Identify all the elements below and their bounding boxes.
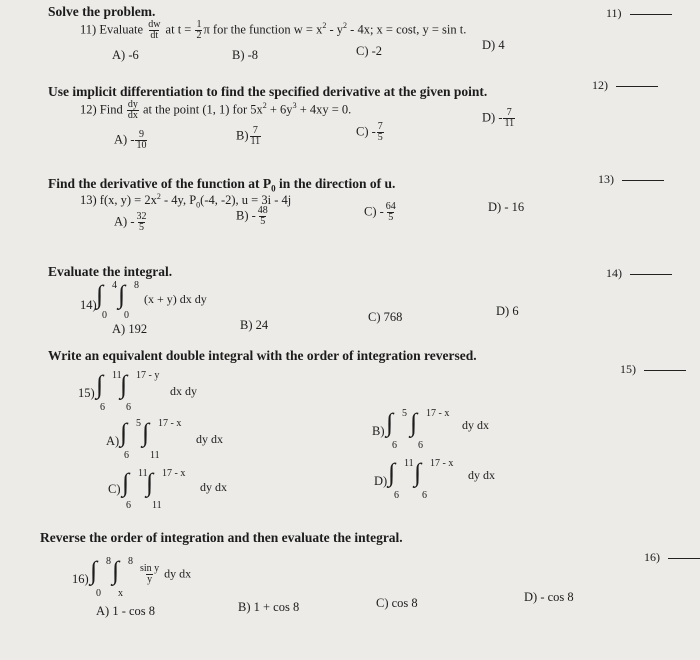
heading-text: Find the derivative of the function at P (48, 176, 272, 191)
heading-text: in the direction of u. (275, 176, 396, 191)
choice-label: A) - (114, 214, 135, 229)
question-text: π for the function w = x (203, 22, 323, 37)
choice-label: B) - (236, 208, 256, 223)
inner-upper-limit: 8 (128, 556, 133, 567)
question-14-number: 14) (80, 298, 97, 312)
question-text: + 4xy = 0. (296, 102, 352, 117)
question-text: Evaluate (99, 22, 144, 37)
choice-a-inner-integral-sign: ∫ (142, 418, 150, 447)
fraction-denominator: 11 (250, 136, 261, 147)
fraction-numerator: 48 (257, 205, 268, 216)
section-heading-solve: Solve the problem. (48, 4, 156, 19)
choice-13-d[interactable]: D) - 16 (488, 200, 525, 214)
answer-line (630, 14, 672, 15)
choice-14-b[interactable]: B) 24 (240, 318, 269, 332)
fraction-numerator: 1 (196, 19, 202, 30)
answer-slot-11[interactable] (606, 6, 672, 21)
fraction-numerator: 7 (506, 107, 512, 118)
choice-c-outer-lower: 6 (126, 500, 131, 511)
integrand (138, 564, 191, 585)
choice-15-a[interactable]: A) (106, 434, 120, 448)
answer-line (616, 86, 658, 87)
exponent: 2 (156, 192, 161, 201)
choice-13-b[interactable] (236, 206, 270, 227)
outer-upper-limit: 8 (106, 556, 111, 567)
answer-number: 15) (620, 362, 636, 376)
fraction-denominator: 5 (260, 216, 266, 227)
exponent: 2 (343, 21, 348, 31)
fraction-numerator: dw (148, 19, 161, 30)
question-text: f(x, y) = 2x (99, 193, 157, 208)
choice-14-a[interactable]: A) 192 (112, 322, 148, 336)
choice-a-outer-lower: 6 (124, 450, 129, 461)
fraction-denominator: dt (150, 30, 159, 41)
inner-upper-limit: 8 (134, 280, 139, 291)
fraction-denominator: 11 (504, 118, 515, 129)
exponent: 2 (322, 21, 327, 31)
choice-15-b[interactable]: B) (372, 424, 385, 438)
choice-b-outer-lower: 6 (392, 440, 397, 451)
choice-12-a[interactable] (114, 130, 148, 151)
question-12 (80, 100, 351, 121)
fraction-denominator: 5 (388, 212, 394, 223)
choice-c-inner-integral-sign: ∫ (146, 468, 154, 497)
fraction-numerator: dy (127, 99, 138, 110)
choice-b-inner-lower: 6 (418, 440, 423, 451)
inner-lower-limit: x (118, 588, 123, 599)
question-11 (80, 20, 466, 41)
answer-line (630, 274, 672, 275)
exponent: 3 (292, 101, 297, 111)
fraction-numerator: 9 (138, 129, 144, 140)
answer-slot-13[interactable] (598, 172, 664, 187)
choice-11-d[interactable]: D) 4 (482, 38, 505, 52)
choice-fraction (385, 202, 397, 223)
answer-line (644, 370, 686, 371)
choice-c-inner-lower: 11 (152, 500, 162, 511)
question-text: (-4, -2), u = 3i - 4j (200, 193, 292, 208)
integrand-differentials: dy dx (164, 566, 192, 581)
choice-16-a[interactable]: A) 1 - cos 8 (96, 604, 156, 618)
choice-label: C) - (356, 124, 376, 139)
section-heading-equivalent: Write an equivalent double integral with the order of integration reversed. (48, 348, 477, 363)
derivative-fraction (147, 20, 161, 41)
section-heading-reverse: Reverse the order of integration and then evaluate the integral. (40, 530, 403, 545)
fraction-denominator: 10 (136, 140, 147, 151)
question-text: at t = (165, 22, 192, 37)
inner-integral-sign: ∫ (112, 556, 120, 585)
section-heading-evaluate: Evaluate the integral. (48, 264, 173, 279)
answer-number: 16) (644, 550, 660, 564)
answer-slot-12[interactable] (592, 78, 658, 93)
choice-16-b[interactable]: B) 1 + cos 8 (238, 600, 300, 614)
choice-fraction (135, 212, 147, 233)
choice-15-d[interactable]: D) (374, 474, 388, 488)
fraction-denominator: 5 (377, 132, 383, 143)
choice-d-inner-lower: 6 (422, 490, 427, 501)
outer-integral-sign: ∫ (96, 370, 104, 399)
choice-d-inner-integral-sign: ∫ (414, 458, 422, 487)
integrand-fraction (139, 564, 160, 585)
choice-fraction (135, 130, 147, 151)
outer-lower-limit: 0 (96, 588, 101, 599)
choice-16-d[interactable]: D) - cos 8 (524, 590, 574, 604)
answer-slot-14[interactable] (606, 266, 672, 281)
question-16-number: 16) (72, 572, 89, 586)
subscript: 0 (196, 200, 201, 210)
answer-line (668, 558, 700, 559)
derivative-fraction (127, 100, 139, 121)
choice-12-c[interactable] (356, 122, 385, 143)
section-heading-implicit: Use implicit differentiation to find the specified derivative at the given point. (48, 84, 488, 99)
choice-c-outer-upper: 11 (138, 468, 148, 479)
outer-integral-sign: ∫ (96, 280, 104, 309)
outer-lower-limit: 6 (100, 402, 105, 413)
choice-12-b[interactable] (236, 126, 262, 147)
choice-b-inner-integral-sign: ∫ (410, 408, 418, 437)
choice-c-outer-integral-sign: ∫ (122, 468, 130, 497)
choice-14-d[interactable]: D) 6 (496, 304, 519, 318)
choice-d-outer-upper: 11 (404, 458, 414, 469)
fraction-denominator: y (147, 574, 153, 585)
question-text: at the point (1, 1) for 5x (142, 102, 263, 117)
choice-label: D) - (482, 110, 503, 125)
choice-a-inner-upper: 17 - x (158, 418, 182, 429)
choice-b-differentials: dy dx (462, 418, 489, 432)
inner-lower-limit: 6 (126, 402, 131, 413)
inner-upper-limit: 17 - y (136, 370, 160, 381)
fraction-denominator: dx (127, 110, 138, 121)
integrand: (x + y) dx dy (144, 292, 207, 306)
choice-14-c[interactable]: C) 768 (368, 310, 403, 324)
answer-number: 11) (606, 6, 622, 20)
inner-lower-limit: 0 (124, 310, 129, 321)
answer-slot-16[interactable] (644, 550, 700, 565)
outer-integral-sign: ∫ (90, 556, 98, 585)
inner-integral-sign: ∫ (118, 280, 126, 309)
answer-number: 13) (598, 172, 614, 186)
choice-a-differentials: dy dx (196, 432, 223, 446)
answer-line (622, 180, 664, 181)
choice-c-differentials: dy dx (200, 480, 227, 494)
outer-lower-limit: 0 (102, 310, 107, 321)
question-text: + 6y (266, 102, 293, 117)
choice-fraction (377, 122, 384, 143)
fraction-numerator: 7 (377, 121, 383, 132)
fraction-numerator: 64 (385, 201, 396, 212)
choice-d-differentials: dy dx (468, 468, 495, 482)
choice-label: C) - (364, 204, 384, 219)
choice-13-c[interactable] (364, 202, 398, 223)
choice-b-outer-upper: 5 (402, 408, 407, 419)
choice-a-outer-integral-sign: ∫ (120, 418, 128, 447)
answer-slot-15[interactable] (620, 362, 686, 377)
choice-16-c[interactable]: C) cos 8 (376, 596, 418, 610)
choice-label: A) - (114, 132, 135, 147)
fraction-denominator: 5 (138, 222, 144, 233)
question-text: - 4x; x = cost, y = sin t. (347, 22, 467, 37)
question-15-number: 15) (78, 386, 95, 400)
choice-12-d[interactable] (482, 108, 516, 129)
question-number: 11) (80, 22, 97, 37)
choice-d-outer-integral-sign: ∫ (388, 458, 396, 487)
choice-fraction (257, 206, 269, 227)
question-text: - y (326, 22, 344, 37)
choice-d-outer-lower: 6 (394, 490, 399, 501)
question-text: - 4y, P (160, 193, 197, 208)
choice-a-outer-upper: 5 (136, 418, 141, 429)
choice-label: B) (236, 128, 249, 143)
fraction-numerator: sin y (140, 563, 160, 574)
choice-a-inner-lower: 11 (150, 450, 160, 461)
t-fraction (195, 20, 202, 41)
choice-c-inner-upper: 17 - x (162, 468, 186, 479)
subscript: 0 (271, 183, 276, 194)
choice-d-inner-upper: 17 - x (430, 458, 454, 469)
choice-b-inner-upper: 17 - x (426, 408, 450, 419)
choice-11-a[interactable]: A) -6 (112, 48, 139, 62)
fraction-numerator: 7 (252, 125, 258, 136)
answer-number: 14) (606, 266, 622, 280)
answer-number: 12) (592, 78, 608, 92)
choice-b-outer-integral-sign: ∫ (386, 408, 394, 437)
exponent: 2 (262, 101, 267, 111)
choice-11-c[interactable]: C) -2 (356, 44, 383, 58)
outer-upper-limit: 11 (112, 370, 122, 381)
choice-11-b[interactable]: B) -8 (232, 48, 259, 62)
choice-13-a[interactable] (114, 212, 148, 233)
fraction-denominator: 2 (196, 30, 202, 41)
question-number: 13) (80, 193, 97, 208)
choice-fraction (250, 126, 262, 147)
question-number: 12) (80, 102, 97, 117)
outer-upper-limit: 4 (112, 280, 117, 291)
integrand: dx dy (170, 384, 197, 398)
question-text: Find (99, 102, 123, 117)
choice-fraction (503, 108, 515, 129)
fraction-numerator: 32 (136, 211, 147, 222)
inner-integral-sign: ∫ (120, 370, 128, 399)
choice-15-c[interactable]: C) (108, 482, 121, 496)
